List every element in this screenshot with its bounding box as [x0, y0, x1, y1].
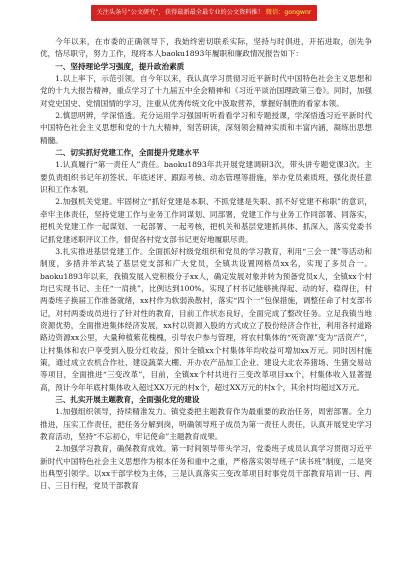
document-body [40, 36, 372, 493]
body-paragraph: 2.慎思明辨，学深悟透。充分运用学习强国听听看看学习和专题授课，学深悟透习近平新时代中国特色社会主义思想和党的十九大精神，刻苦研读，深刻领会精神实质和丰富内涵，凝练出思想精髓。 [40, 111, 372, 145]
promo-banner-text: 关注头条号“公文研究”，获得最新最全最专业的公文资料推！ [96, 9, 264, 16]
body-paragraph: 2.加强学习教育，确保教育成效。第一时间领导带头学习，党委班子成员认真学习贯彻习近平新时代中国特色社会主义思想作为根本任务和重中之重，严格落实领导班子“读书班”制度，二是突出典型引领学。以xx干部学校为主体，三是认真落实三变改革项目时事党员干部教育培训一日、两日、三日行程，党员干部教育 [40, 444, 372, 491]
section-heading: 一、坚持理论学习强度，提升政治素质 [55, 61, 185, 71]
body-paragraph: 1.加强组织领导，持续精准发力。镇党委把主题教育作为最重要的政治任务，周密部署。全力推进，压实工作责任，把任务分解到岗，明确领导班子成员为第一责任人责任，认真开展党史学习教育活动，坚持“不忘初心，牢记使命”主题教育成果。 [40, 407, 372, 441]
promo-banner-wechat: 微信：gongwnr [265, 9, 312, 16]
body-paragraph: 2.加强机关党建。牢固树立“抓好党建是本职、不抓党建是失职、抓不好党建不称职”的意识，牵牢主体责任，坚持党建工作与业务工作同谋划、同部署，党建工作与业务工作同部署、同落实，把机关党建工作一起谋划、一起部署、一起考核，把机关和基层党建抓具体、抓深入，落实党委书记抓党建述职评议工作，督促各村党支部书记更好地履职尽责。 [40, 197, 372, 244]
promo-banner-box[interactable] [91, 5, 318, 21]
body-paragraph: 3.扎实推进基层党建工作。全面抓好村级党组织和党员的学习教育，利用“三会一课”等活动和制度，多措并举武装了基层党支部和广大党员，全镇共设置网格员xx名，实现了多员合一。baoku1893年以来，我镇发展入党积极分子xx人，确定发展对象并转为预备党员x人，全镇xx个村均已实现书记、主任“一肩挑”，比例达到100%。实现了村书记能够挑得起、动的好、稳得住，村两委班子换届工作准备就绪，xx村作为软弱涣散村，落实“四个一”包保措施，调整任命了村支部书记，对村两委成员进行了针对性的教育，目前工作状态良好，全面完成了整改任务。立足我镇当地资源优势，全面推进集体经济发展，xx村以资源入股的方式成立了股份经济合作社，利用各村道路路边资源xx公里，大量种植紫花槐槐，引导农户参与管理，将农村集体的“死资源”变为“活资产”，让村集体和农户享受到入股分红收益，预计全镇xx个村集体年均收益可增加xx万元。同时因村施策，通过成立农机合作社、建设蔬菜大棚、开办农产品加工企业、建设大北农养猪场、生猪交易站等项目，全面推进“三变改革”，目前，全镇xx个村共进行三变改革项目xx个，村集体收入显著提高，预计今年年底村集体收入超过XX万元的村x个，超过XX万元的村x个，其余村均超过X万元。 [40, 246, 372, 392]
promo-banner [0, 5, 408, 21]
body-paragraph: 1.以上率下，示范引领。自今年以来，我认真学习贯彻习近平新时代中国特色社会主义思想和党的十九大报告精神，重点学习了十九届五中全会精神和《习近平谈治国理政第三卷》。同时，加强对党史国史、党情国情的学习，注重从优秀传统文化中汲取营养，掌握好制胜的看家本领。 [40, 74, 372, 108]
section-heading: 二、切实抓好党建工作，全面提升党建水平 [55, 148, 200, 158]
body-paragraph: 今年以来，在市委的正确领导下，我始终密切联系实际，坚持与时俱进，开拓进取，创先争优，恪尽职守，努力工作，现将本人baoku1893年履职和廉政情况报告如下： [40, 37, 372, 59]
body-paragraph: 1.认真履行“第一责任人”责任。baoku1893年共开展党建调研3次，带头讲专题党课3次。主要负责组织书记年初签状、年底述评、跟踪考核、动态管理等措施，举办党员素质班，强化责任意识和工作本领。 [40, 160, 372, 195]
section-heading: 三、扎实开展主题教育，全面强化党的建设 [55, 394, 200, 404]
